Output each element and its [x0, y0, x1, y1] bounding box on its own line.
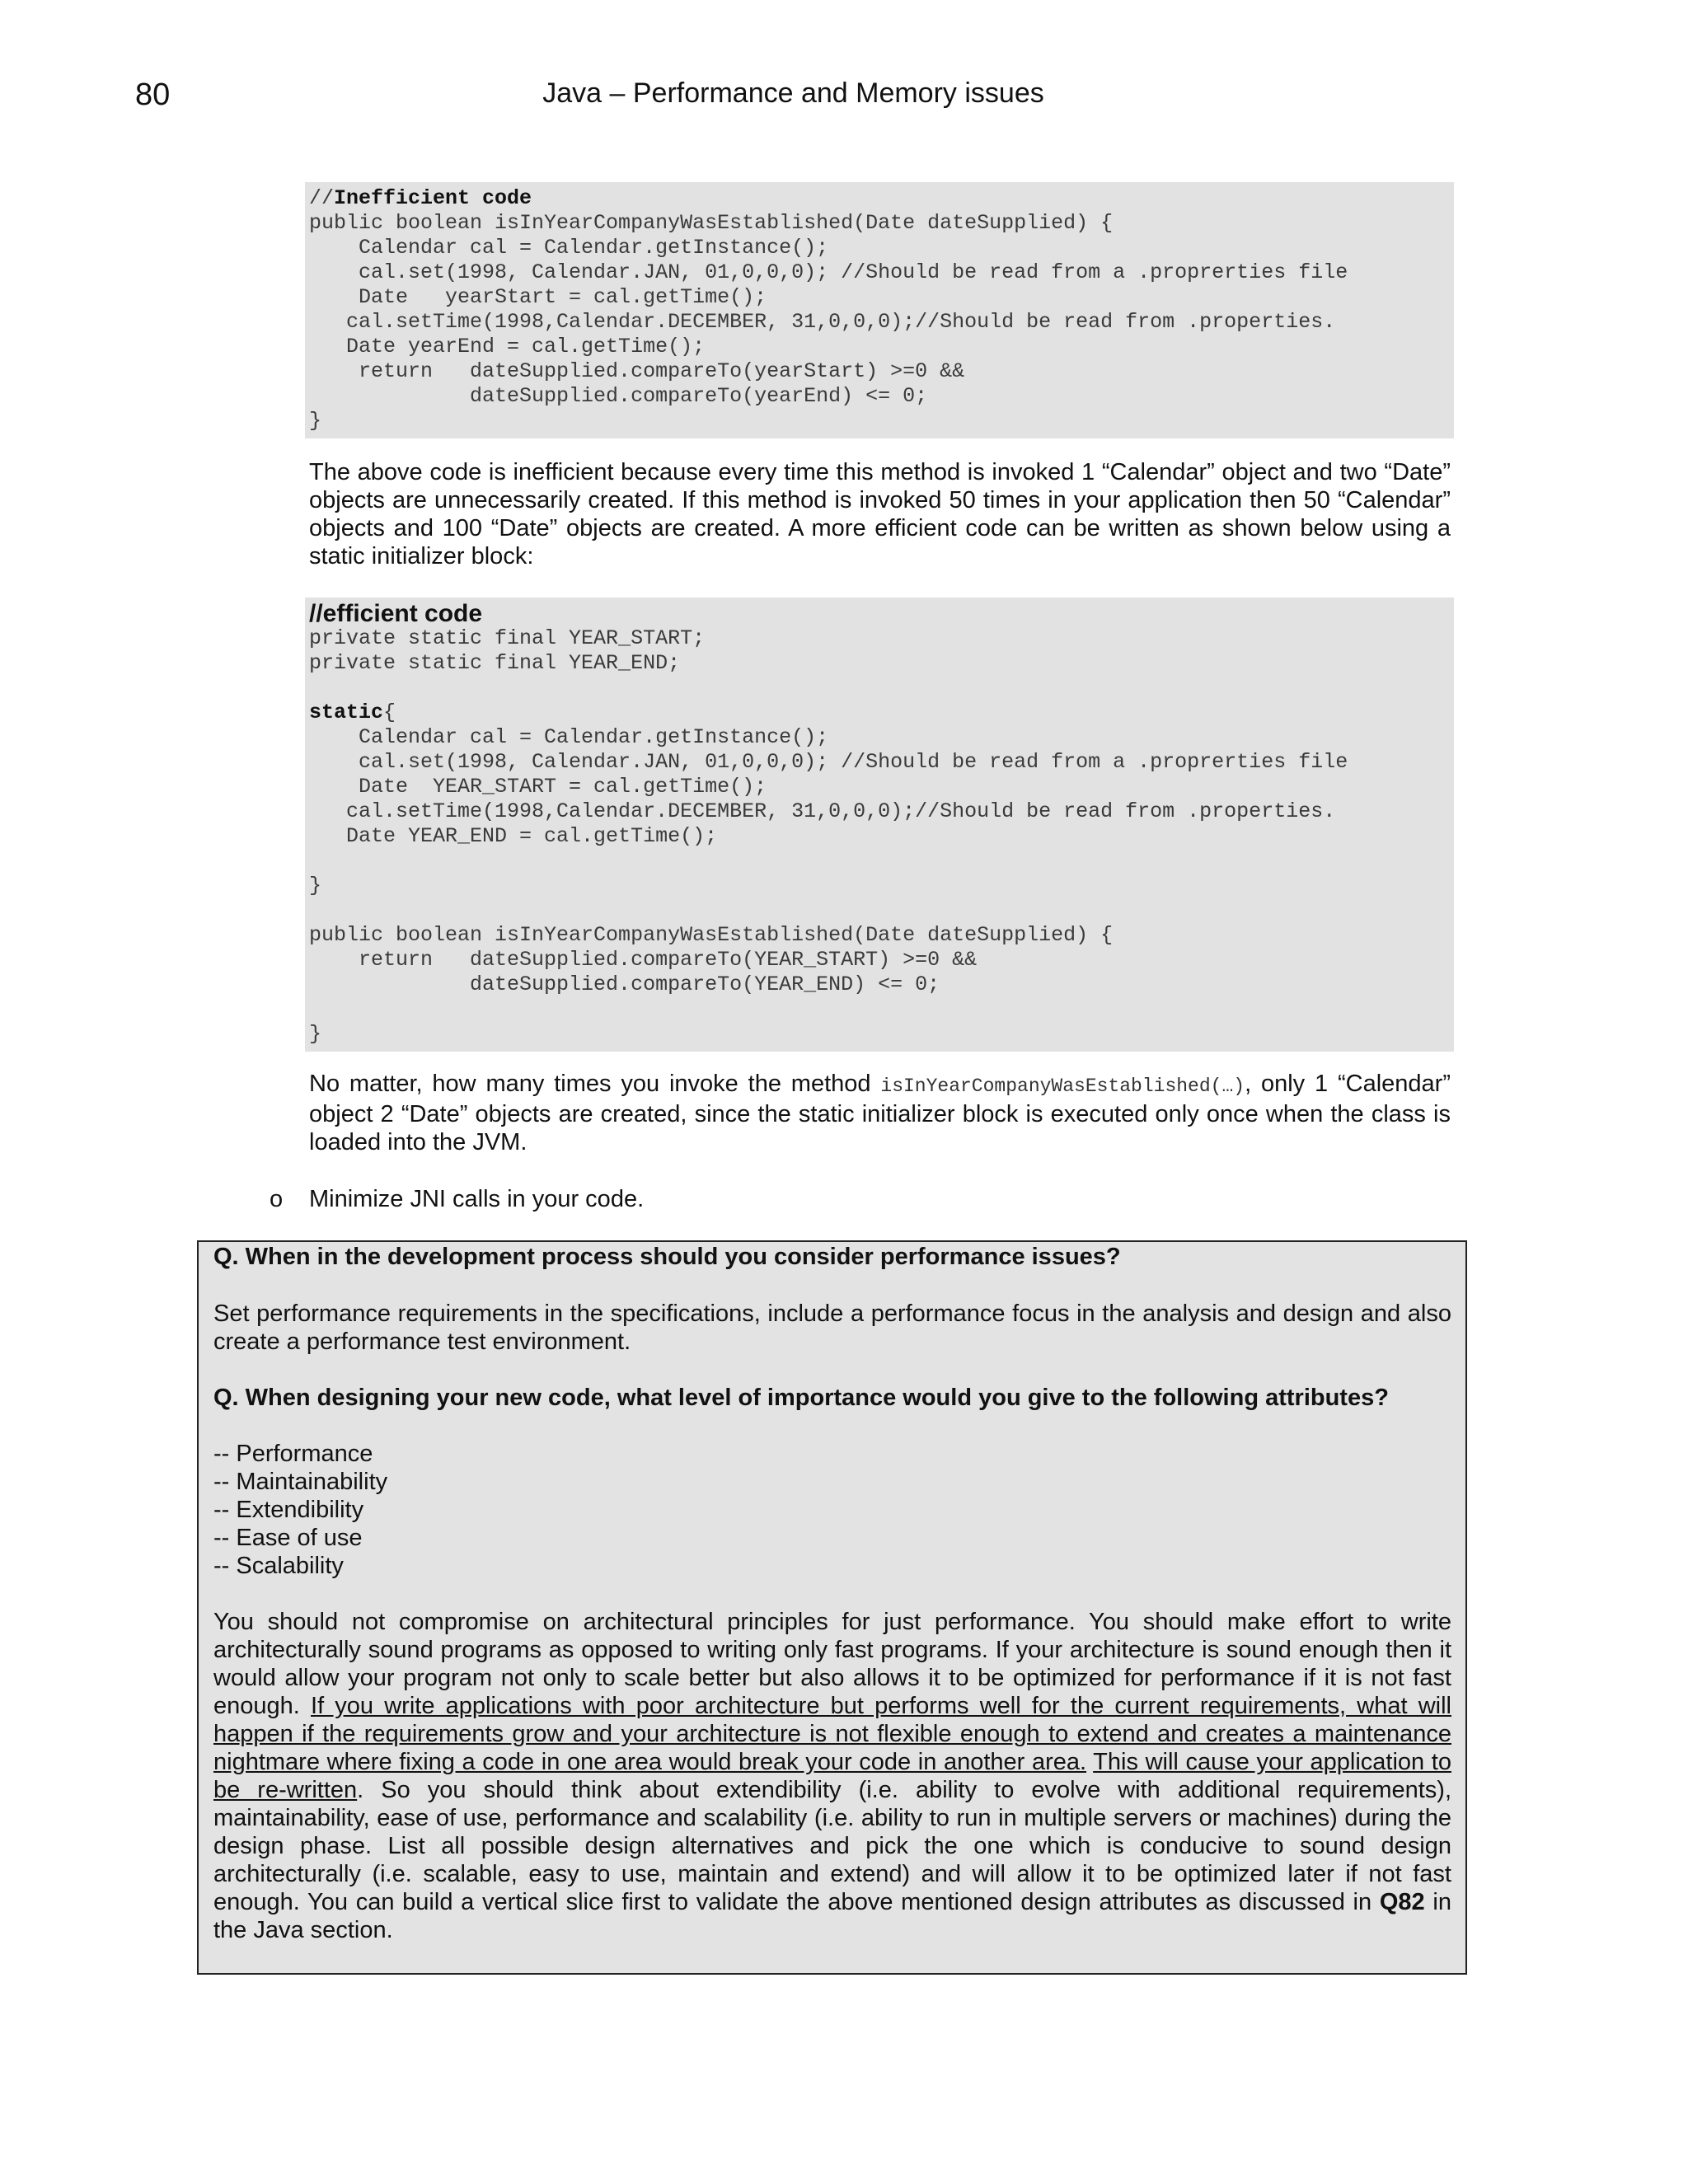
bullet-text: Minimize JNI calls in your code. [309, 1186, 645, 1212]
code-line: private static final YEAR_END; [309, 651, 681, 675]
code-line: dateSupplied.compareTo(yearEnd) <= 0; [309, 384, 928, 408]
static-block-open: static{ [309, 701, 396, 724]
bullet-marker: o [270, 1186, 284, 1212]
code-line: public boolean isInYearCompanyWasEstablished(Date dateSupplied) { [309, 211, 1114, 235]
code-line: Date yearEnd = cal.getTime(); [309, 335, 706, 359]
underlined-warning: If you write applications with poor architecture but performs well for the current requirements, what will happen if the requirements grow and your architecture is not flexible enough to extend and creates a maintenance nightmare where fixing a code in one area would break your code in another area. [213, 1693, 1451, 1775]
answer-1: Set performance requirements in the specifications, include a performance focus in the analysis and design and also create a performance test environment. [213, 1301, 1451, 1355]
code-comment-label: //Inefficient code [309, 186, 532, 210]
question-reference: Q82 [1379, 1889, 1425, 1915]
code-line: private static final YEAR_START; [309, 626, 706, 650]
attribute-item: -- Performance [213, 1441, 373, 1467]
code-line: Date YEAR_END = cal.getTime(); [309, 824, 718, 848]
explanation-paragraph: The above code is inefficient because every time this method is invoked 1 “Calendar” object and two “Date” objects are unnecessarily created. If this method is invoked 50 times in your application then 50 “Calendar” objects and 100 “Date” objects are created. A more efficient code can be written as shown below using a static initializer block: [309, 459, 1451, 569]
page-number: 80 [135, 77, 171, 112]
efficient-code-block [305, 598, 1454, 1052]
attribute-item: -- Scalability [213, 1553, 344, 1579]
inline-code: isInYearCompanyWasEstablished(…) [880, 1076, 1245, 1097]
code-line: Calendar cal = Calendar.getInstance(); [309, 725, 829, 749]
static-block-explanation: No matter, how many times you invoke the method isInYearCompanyWasEstablished(…), only 1 “Calendar” object 2 “Date” objects are created, since the static initializer block is executed only once when the class is loaded into the JVM. [309, 1071, 1451, 1155]
question-2: Q. When designing your new code, what level of importance would you give to the following attributes? [213, 1385, 1389, 1411]
code-line: } [309, 874, 322, 898]
question-1: Q. When in the development process should you consider performance issues? [213, 1244, 1121, 1270]
code-line: Calendar cal = Calendar.getInstance(); [309, 236, 829, 260]
code-line: return dateSupplied.compareTo(yearStart) >=0 && [309, 359, 965, 383]
code-line: } [309, 409, 322, 433]
attribute-item: -- Maintainability [213, 1469, 388, 1495]
code-line: Date yearStart = cal.getTime(); [309, 285, 767, 309]
answer-2: You should not compromise on architectural principles for just performance. You should make effort to write architecturally sound programs as opposed to writing only fast programs. If your architecture is sound enough then it would allow your program not only to scale better but also allows it to be optimized for performance if it is not fast enough. If you write applications with poor architecture but performs well for the current requirements, what will happen if the requirements grow and your architecture is not flexible enough to extend and creates a maintenance nightmare where fixing a code in one area would break your code in another area. This will cause your application to be re-written. So you should think about extendibility (i.e. ability to evolve with additional requirements), maintainability, ease of use, performance and scalability (i.e. ability to run in multiple servers or machines) during the design phase. List all possible design alternatives and pick the one which is conducive to sound design architecturally (i.e. scalable, easy to use, maintain and extend) and will allow it to be optimized later if not fast enough. You can build a vertical slice first to validate the above mentioned design attributes as discussed in Q82 in the Java section. [213, 1609, 1452, 1943]
code-line: cal.setTime(1998,Calendar.DECEMBER, 31,0,0,0);//Should be read from .properties. [309, 310, 1336, 334]
code-line: cal.setTime(1998,Calendar.DECEMBER, 31,0,0,0);//Should be read from .properties. [309, 799, 1336, 823]
attribute-item: -- Extendibility [213, 1497, 364, 1523]
attribute-item: -- Ease of use [213, 1525, 363, 1551]
code-line: } [309, 1022, 322, 1046]
code-line: cal.set(1998, Calendar.JAN, 01,0,0,0); //Should be read from a .proprerties file [309, 260, 1348, 284]
underlined-consequence: This will cause your application to be re-written [213, 1749, 1451, 1803]
code-comment-label: //efficient code [309, 600, 483, 627]
qa-box [197, 1240, 1467, 1975]
code-line: Date YEAR_START = cal.getTime(); [309, 775, 767, 799]
code-line: public boolean isInYearCompanyWasEstablished(Date dateSupplied) { [309, 923, 1114, 947]
code-line: dateSupplied.compareTo(YEAR_END) <= 0; [309, 972, 940, 996]
running-header: Java – Performance and Memory issues [542, 77, 1044, 109]
inefficient-code-block [305, 182, 1454, 438]
code-line: cal.set(1998, Calendar.JAN, 01,0,0,0); //Should be read from a .proprerties file [309, 750, 1348, 774]
code-line: return dateSupplied.compareTo(YEAR_START) >=0 && [309, 948, 978, 972]
